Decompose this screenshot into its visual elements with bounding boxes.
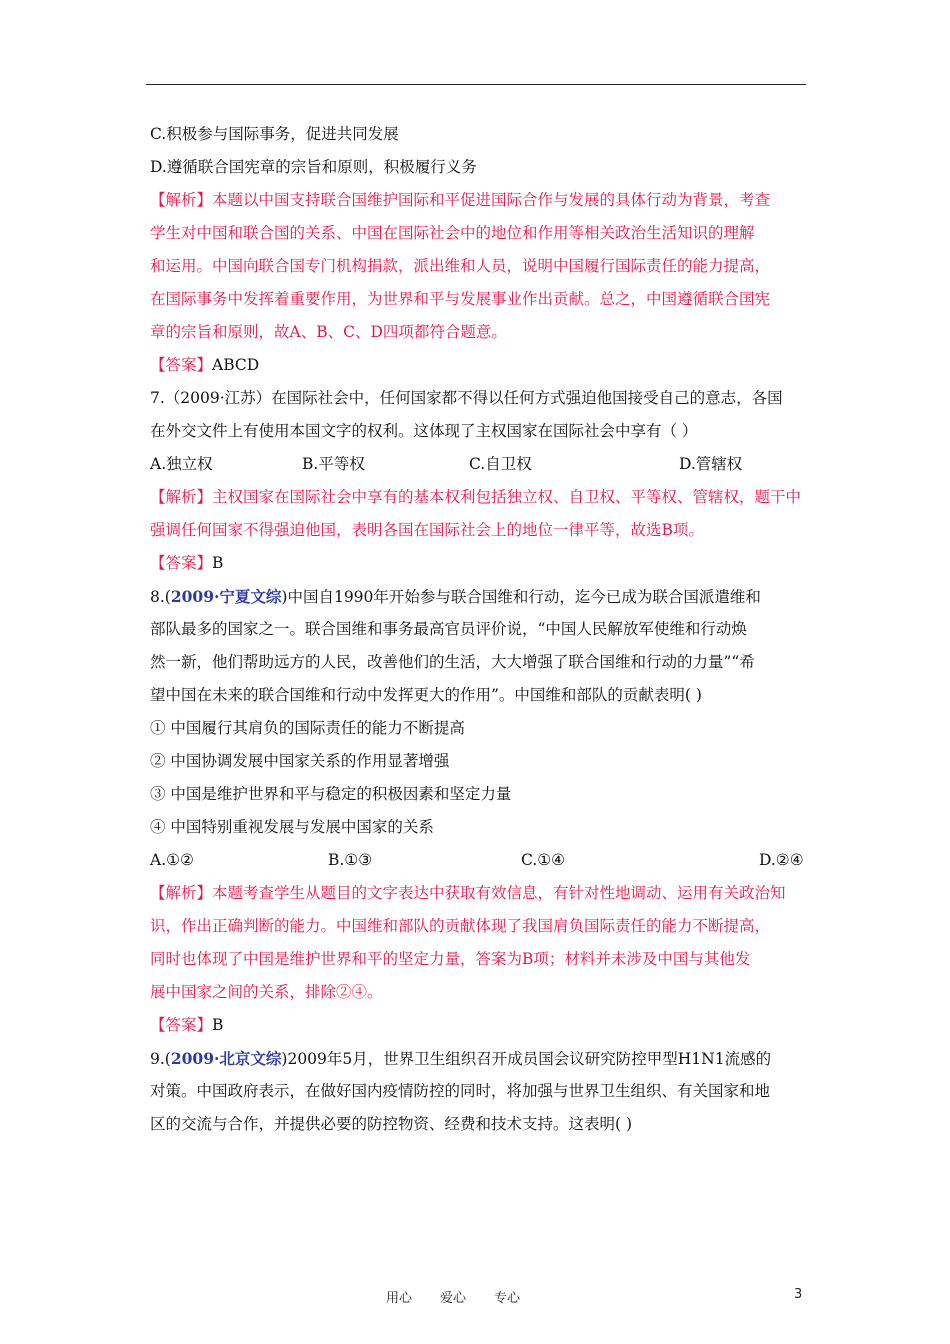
analysis-tag: 【解析】 [150, 191, 213, 209]
q8-option-d: D.②④ [759, 851, 804, 869]
q8-item-4: ④ 中国特别重视发展与发展中国家的关系 [150, 818, 434, 836]
q6-answer: 【答案】ABCD [150, 356, 260, 374]
q8-item-1: ① 中国履行其肩负的国际责任的能力不断提高 [150, 719, 465, 737]
q6-analysis: 【解析】本题以中国支持联合国维护国际和平促进国际合作与发展的具体行动为背景，考查 学生对中国和联合国的关系、中国在国际社会中的地位和作用等相关政治生活知识的理解 和运用。中国向联合国专门机构捐款，派出维和人员，说明中国履行国际责任的能力提高， 在国际事务中发挥着重要作用，为世界和平与发展事业作出贡献。总之，中国遵循联合国宪 章的宗旨和原则，故A、B、C、D四项都符合题意。 [150, 191, 771, 341]
q8-source: 2009·宁夏文综 [170, 587, 282, 606]
q7-answer: 【答案】B [150, 554, 224, 572]
q8-analysis: 【解析】本题考查学生从题目的文字表达中获取有效信息，有针对性地调动、运用有关政治知 识，作出正确判断的能力。中国维和部队的贡献体现了我国肩负国际责任的能力不断提高， 同时也体现了中国是维护世界和平的坚定力量，答案为B项；材料并未涉及中国与其他发 展中国家之间的关系，排除②④。 [150, 884, 786, 1001]
page-number: 3 [794, 1287, 803, 1302]
q6-option-d: D.遵循联合国宪章的宗旨和原则，积极履行义务 [150, 158, 477, 176]
q8-options [150, 844, 810, 877]
analysis-tag: 【解析】 [150, 488, 213, 506]
q8-option-b: B.①③ [328, 851, 373, 869]
question-9: 9.(2009·北京文综)2009年5月，世界卫生组织召开成员国会议研究防控甲型H1N1流感的 对策。中国政府表示，在做好国内疫情防控的同时，将加强与世界卫生组织、有关国家和地 区的交流与合作，并提供必要的防控物资、经费和技术支持。这表明( ) [150, 1049, 772, 1133]
q6-option-c: C.积极参与国际事务，促进共同发展 [150, 125, 399, 143]
q8-item-2: ② 中国协调发展中国家关系的作用显著增强 [150, 752, 450, 770]
q7-option-b: B.平等权 [302, 455, 365, 473]
header-rule [146, 84, 806, 85]
question-8: 8.(2009·宁夏文综)中国自1990年开始参与联合国维和行动，迄今已成为联合国派遣维和 部队最多的国家之一。联合国维和事务最高官员评价说，“中国人民解放军使维和行动焕 然一新，他们帮助远方的人民，改善他们的生活，大大增强了联合国维和行动的力量”“希 望中国在未来的联合国维和行动中发挥更大的作用”。中国维和部队的贡献表明( ) ① 中国履行其肩负的国际责任的能力不断提高 ② 中国协调发展中国家关系的作用显著增强 ③ 中国是维护世界和平与稳定的积极因素和坚定力量 ④ 中国特别重视发展与发展中国家的关系 A.①② B.①③ C.①④ D.②④ [150, 580, 810, 877]
footer-motto: 用心 爱心 专心 [386, 1291, 521, 1306]
q9-source: 2009·北京文综 [170, 1049, 282, 1068]
q7-option-d: D.管辖权 [679, 455, 743, 473]
analysis-tag: 【解析】 [150, 884, 213, 902]
q8-answer: 【答案】B [150, 1016, 224, 1034]
q7-option-c: C.自卫权 [469, 455, 532, 473]
q7-option-a: A.独立权 [150, 455, 213, 473]
q8-option-a: A.①② [150, 851, 194, 869]
page-content [150, 118, 810, 1141]
q7-options [150, 448, 810, 481]
q8-option-c: C.①④ [521, 851, 566, 869]
question-7: 7.（2009·江苏）在国际社会中，任何国家都不得以任何方式强迫他国接受自己的意志，各国 在外交文件上有使用本国文字的权利。这体现了主权国家在国际社会中享有（ ） A.独立权 B.平等权 C.自卫权 D.管辖权 [150, 382, 810, 481]
q7-analysis: 【解析】主权国家在国际社会中享有的基本权利包括独立权、自卫权、平等权、管辖权，题干中 强调任何国家不得强迫他国，表明各国在国际社会上的地位一律平等，故选B项。 [150, 488, 802, 539]
q8-item-3: ③ 中国是维护世界和平与稳定的积极因素和坚定力量 [150, 785, 512, 803]
